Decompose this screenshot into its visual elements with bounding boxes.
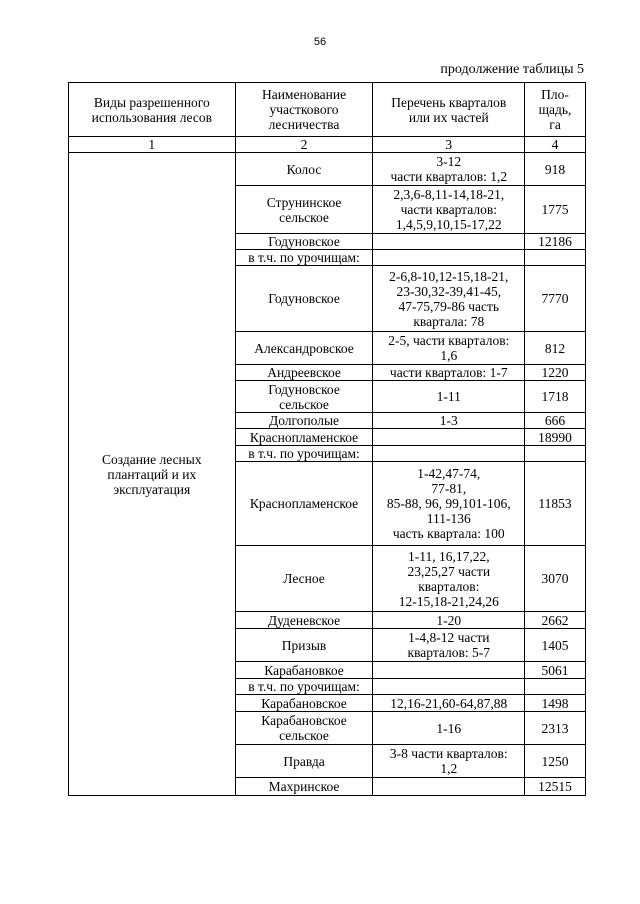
area-cell: 12186 xyxy=(525,234,586,250)
forestry-name-cell: Краснопламенское xyxy=(235,429,373,446)
quarters-cell: 3-12 части кварталов: 1,2 xyxy=(373,153,525,186)
page-number: 56 xyxy=(313,36,327,48)
header-quarters-list: Перечень кварталов или их частей xyxy=(373,83,525,137)
quarters-cell: 2,3,6-8,11-14,18-21, части кварталов: 1,4,5,9,10,15-17,22 xyxy=(373,186,525,234)
forestry-name-cell: Карабановское сельское xyxy=(235,712,373,745)
forestry-name-cell: Долгополые xyxy=(235,413,373,429)
quarters-cell: 2-6,8-10,12-15,18-21, 23-30,32-39,41-45, 47-75,79-86 часть квартала: 78 xyxy=(373,266,525,332)
area-cell: 666 xyxy=(525,413,586,429)
forestry-name-cell: Андреевское xyxy=(235,365,373,381)
quarters-cell xyxy=(373,234,525,250)
area-cell: 2662 xyxy=(525,612,586,629)
quarters-cell: 1-4,8-12 части кварталов: 5-7 xyxy=(373,629,525,662)
quarters-cell: части кварталов: 1-7 xyxy=(373,365,525,381)
quarters-cell xyxy=(373,250,525,266)
forestry-name-cell: Струнинское сельское xyxy=(235,186,373,234)
forestry-name-cell: Карабановкое xyxy=(235,662,373,679)
area-cell: 918 xyxy=(525,153,586,186)
area-cell: 1718 xyxy=(525,381,586,413)
forestry-name-cell: Годуновское сельское xyxy=(235,381,373,413)
quarters-cell: 1-3 xyxy=(373,413,525,429)
quarters-cell: 1-42,47-74, 77-81, 85-88, 96, 99,101-106, 111-136 часть квартала: 100 xyxy=(373,462,525,546)
area-cell: 7770 xyxy=(525,266,586,332)
header-row xyxy=(69,83,586,137)
column-number: 2 xyxy=(235,137,373,153)
quarters-cell xyxy=(373,446,525,462)
header-area: Пло- щадь, га xyxy=(525,83,586,137)
forestry-name-cell: в т.ч. по урочищам: xyxy=(235,446,373,462)
forestry-name-cell: в т.ч. по урочищам: xyxy=(235,250,373,266)
area-cell: 11853 xyxy=(525,462,586,546)
area-cell: 1250 xyxy=(525,745,586,778)
area-cell: 12515 xyxy=(525,778,586,796)
area-cell: 1220 xyxy=(525,365,586,381)
quarters-cell: 2-5, части кварталов: 1,6 xyxy=(373,332,525,365)
area-cell: 1775 xyxy=(525,186,586,234)
column-number: 3 xyxy=(373,137,525,153)
quarters-cell xyxy=(373,429,525,446)
forestry-name-cell: Годуновское xyxy=(235,234,373,250)
column-number: 1 xyxy=(69,137,236,153)
quarters-cell: 1-11 xyxy=(373,381,525,413)
forestry-name-cell: Дуденевское xyxy=(235,612,373,629)
quarters-cell: 1-16 xyxy=(373,712,525,745)
forestry-name-cell: Краснопламенское xyxy=(235,462,373,546)
forestry-name-cell: Карабановское xyxy=(235,695,373,712)
table-row xyxy=(69,153,586,186)
column-number-row xyxy=(69,137,586,153)
area-cell: 2313 xyxy=(525,712,586,745)
forestry-name-cell: Годуновское xyxy=(235,266,373,332)
forestry-name-cell: в т.ч. по урочищам: xyxy=(235,679,373,695)
quarters-cell: 1-11, 16,17,22, 23,25,27 части кварталов: 12-15,18-21,24,26 xyxy=(373,546,525,612)
area-cell: 18990 xyxy=(525,429,586,446)
area-cell: 5061 xyxy=(525,662,586,679)
forest-use-table xyxy=(68,82,586,796)
header-forest-use: Виды разрешенного использования лесов xyxy=(69,83,236,137)
forest-use-type-cell: Создание лесных плантаций и их эксплуатация xyxy=(69,153,236,796)
forestry-name-cell: Правда xyxy=(235,745,373,778)
header-forestry-name: Наименование участкового лесничества xyxy=(235,83,373,137)
forestry-name-cell: Колос xyxy=(235,153,373,186)
area-cell xyxy=(525,446,586,462)
area-cell: 3070 xyxy=(525,546,586,612)
area-cell: 812 xyxy=(525,332,586,365)
quarters-cell: 3-8 части кварталов: 1,2 xyxy=(373,745,525,778)
area-cell: 1405 xyxy=(525,629,586,662)
quarters-cell xyxy=(373,662,525,679)
quarters-cell xyxy=(373,679,525,695)
forestry-name-cell: Александровское xyxy=(235,332,373,365)
forestry-name-cell: Махринское xyxy=(235,778,373,796)
quarters-cell xyxy=(373,778,525,796)
area-cell xyxy=(525,250,586,266)
forestry-name-cell: Лесное xyxy=(235,546,373,612)
quarters-cell: 1-20 xyxy=(373,612,525,629)
continuation-label: продолжение таблицы 5 xyxy=(440,62,584,77)
column-number: 4 xyxy=(525,137,586,153)
area-cell: 1498 xyxy=(525,695,586,712)
quarters-cell: 12,16-21,60-64,87,88 xyxy=(373,695,525,712)
forestry-name-cell: Призыв xyxy=(235,629,373,662)
area-cell xyxy=(525,679,586,695)
